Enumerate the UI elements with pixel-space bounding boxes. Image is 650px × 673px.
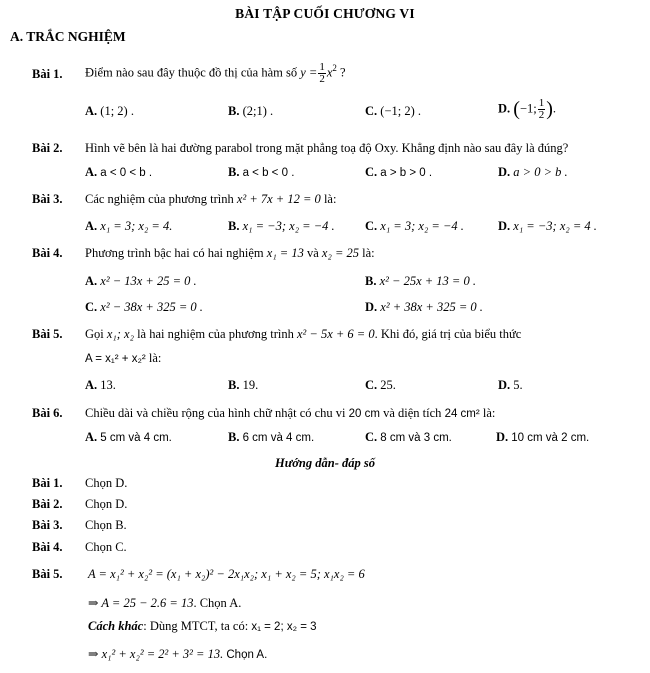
option-letter: C. — [365, 165, 378, 179]
fraction — [318, 62, 326, 85]
fraction-numerator: 1 — [319, 61, 325, 73]
function-lhs: y = — [300, 65, 318, 80]
question-5-text — [85, 327, 521, 342]
question-2-option-d[interactable] — [498, 165, 568, 180]
equation: ⇒ x₁² + x₂² = 2² + 3² = 13. — [88, 647, 224, 661]
option-letter: B. — [228, 430, 240, 444]
option-letter: D. — [496, 430, 509, 444]
answer-4-label: Bài 4. — [32, 540, 63, 554]
answer-1-label: Bài 1. — [32, 476, 63, 490]
question-3-option-d[interactable] — [498, 219, 597, 234]
option-letter: A. — [85, 274, 98, 288]
question-1-text — [85, 62, 346, 85]
question-4-option-b[interactable] — [365, 274, 476, 289]
option-letter: C. — [365, 219, 378, 233]
option-letter: B. — [365, 274, 377, 288]
question-text: là: — [362, 246, 375, 260]
question-text: Điểm nào sau đây thuộc đồ thị của hàm số — [85, 65, 298, 80]
question-4-label: Bài 4. — [32, 246, 63, 260]
answer-3-text: Chọn B. — [85, 518, 127, 532]
option-letter: B. — [228, 378, 240, 392]
option-text: a > b > 0 . — [380, 167, 433, 179]
answer-5-line2 — [88, 595, 241, 611]
question-6-text — [85, 406, 495, 421]
function-rhs: x — [326, 65, 333, 80]
section-heading: A. TRẮC NGHIỆM — [10, 29, 126, 44]
fraction-denominator: 2 — [319, 73, 325, 85]
question-text: Gọi — [85, 327, 104, 341]
question-5-option-b[interactable] — [228, 378, 258, 393]
option-text: x₁ = −3; x₂ = 4 . — [513, 219, 597, 233]
option-text: (2;1) . — [242, 104, 274, 118]
option-text: 8 cm và 3 cm. — [380, 432, 452, 444]
question-6-option-c[interactable] — [365, 430, 452, 445]
area-value: 24 cm² — [444, 408, 480, 420]
option-letter: A. — [85, 165, 98, 179]
option-text: . — [552, 101, 557, 116]
option-letter: B. — [228, 165, 240, 179]
question-2-label: Bài 2. — [32, 141, 63, 155]
option-text: x² + 38x + 325 = 0 . — [380, 300, 483, 314]
option-text: 13. — [100, 378, 116, 392]
question-text: . Khi đó, giá trị của biểu thức — [374, 327, 522, 341]
note-equation: x₁ = 2; x₂ = 3 — [251, 621, 317, 633]
answers-heading: Hướng dẫn- đáp số — [275, 456, 375, 470]
question-6-option-b[interactable] — [228, 430, 314, 445]
question-2-option-a[interactable] — [85, 165, 152, 180]
question-5-text-line2 — [85, 351, 161, 366]
question-1-label: Bài 1. — [32, 67, 63, 81]
fraction-numerator: 1 — [538, 97, 545, 109]
option-text: x₁ = 3; x₂ = 4. — [100, 219, 173, 233]
expression: A = x₁² + x₂² — [85, 353, 146, 365]
question-5-label: Bài 5. — [32, 327, 63, 341]
note-label: Cách khác — [88, 619, 144, 633]
question-5-option-a[interactable] — [85, 378, 116, 393]
question-5-option-d[interactable] — [498, 378, 523, 393]
option-text: a < 0 < b . — [100, 167, 153, 179]
option-letter: D. — [498, 165, 511, 179]
option-letter: C. — [365, 104, 378, 118]
question-mark: ? — [340, 65, 346, 80]
option-letter: D. — [365, 300, 378, 314]
question-3-label: Bài 3. — [32, 192, 63, 206]
question-4-option-d[interactable] — [365, 300, 483, 315]
option-text: (−1; 2) . — [380, 104, 422, 118]
option-text: 6 cm và 4 cm. — [242, 432, 315, 444]
question-4-text — [85, 246, 375, 261]
equation: x² + 7x + 12 = 0 — [236, 192, 321, 206]
answer-5-line4 — [88, 646, 267, 662]
option-text: x₁ = 3; x₂ = −4 . — [380, 219, 464, 233]
question-5-option-c[interactable] — [365, 378, 396, 393]
answer-5-note — [88, 619, 317, 634]
question-text: là: — [482, 406, 496, 420]
paren-open: ( — [513, 98, 520, 120]
page-title: BÀI TẬP CUỐI CHƯƠNG VI — [235, 6, 415, 21]
equation: ⇒ A = 25 − 2.6 = 13 — [88, 596, 194, 610]
option-text: a > 0 > b . — [513, 165, 568, 179]
question-2-option-b[interactable] — [228, 165, 294, 180]
variables: x₁; x₂ — [106, 327, 134, 341]
fraction — [538, 98, 546, 121]
option-letter: A. — [85, 104, 98, 118]
answer-3-label: Bài 3. — [32, 518, 63, 532]
option-letter: A. — [85, 378, 98, 392]
answer-2-text: Chọn D. — [85, 497, 128, 511]
option-text: x₁ = −3; x₂ = −4 . — [242, 219, 335, 233]
option-text: (1; 2) . — [100, 104, 134, 118]
option-letter: D. — [498, 101, 511, 116]
equation: x² − 5x + 6 = 0 — [296, 327, 375, 341]
answer-text: . Chọn A. — [193, 596, 242, 610]
option-text: 25. — [380, 378, 396, 392]
option-text: a < b < 0 . — [242, 167, 295, 179]
answer-5-line1: A = x₁² + x₂² = (x₁ + x₂)² − 2x₁x₂; x₁ + x₂ = 5; x₁x₂ = 6 — [88, 567, 365, 581]
option-text: 5. — [513, 378, 523, 392]
option-text: x² − 38x + 325 = 0 . — [100, 300, 203, 314]
option-letter: C. — [365, 378, 378, 392]
question-4-option-c[interactable] — [85, 300, 203, 315]
option-letter: B. — [228, 219, 240, 233]
answer-2-label: Bài 2. — [32, 497, 63, 511]
option-text: 19. — [242, 378, 259, 392]
question-2-text: Hình vẽ bên là hai đường parabol trong mặt phẳng toạ độ Oxy. Khẳng định nào sau đây là đúng? — [85, 141, 569, 155]
equation: x₁ = 13 — [266, 246, 304, 260]
question-1-option-a[interactable] — [85, 104, 134, 119]
paren-close: ) — [546, 98, 553, 120]
option-text: x² − 25x + 13 = 0 . — [379, 274, 476, 288]
equation: x₂ = 25 — [321, 246, 360, 260]
answer-5-label: Bài 5. — [32, 567, 63, 581]
answer-4-text: Chọn C. — [85, 540, 127, 554]
fraction-denominator: 2 — [538, 109, 545, 121]
question-6-option-a[interactable] — [85, 430, 172, 445]
option-text: −1; — [519, 101, 537, 116]
question-1-option-d[interactable] — [498, 98, 556, 121]
question-text: là: — [148, 351, 162, 365]
question-text: và — [306, 246, 319, 260]
question-text: Các nghiệm của phương trình — [85, 192, 234, 206]
question-2-option-c[interactable] — [365, 165, 432, 180]
answer-text: Chọn A. — [226, 649, 268, 661]
question-6-label: Bài 6. — [32, 406, 63, 420]
question-text: và diện tích — [383, 406, 442, 420]
question-3-text — [85, 192, 336, 207]
option-letter: D. — [498, 378, 511, 392]
question-4-option-a[interactable] — [85, 274, 197, 289]
question-6-option-d[interactable] — [496, 430, 589, 445]
question-text: Chiều dài và chiều rộng của hình chữ nhật có chu vi — [85, 406, 346, 420]
option-text: x² − 13x + 25 = 0 . — [100, 274, 197, 288]
perimeter-value: 20 cm — [348, 408, 380, 420]
question-3-option-b[interactable] — [228, 219, 335, 234]
question-text: Phương trình bậc hai có hai nghiệm — [85, 246, 264, 260]
option-letter: D. — [498, 219, 511, 233]
function-exponent: 2 — [332, 63, 337, 74]
option-letter: C. — [365, 430, 378, 444]
question-text: là hai nghiệm của phương trình — [137, 327, 294, 341]
question-3-option-a[interactable] — [85, 219, 172, 234]
option-text: 5 cm và 4 cm. — [100, 432, 172, 444]
option-letter: C. — [85, 300, 98, 314]
question-1-option-b[interactable] — [228, 104, 273, 119]
answer-1-text: Chọn D. — [85, 476, 128, 490]
option-letter: A. — [85, 430, 98, 444]
option-letter: B. — [228, 104, 240, 118]
question-text: là: — [323, 192, 337, 206]
question-3-option-c[interactable] — [365, 219, 464, 234]
question-1-option-c[interactable] — [365, 104, 421, 119]
option-letter: A. — [85, 219, 98, 233]
option-text: 10 cm và 2 cm. — [511, 432, 590, 444]
note-text: : Dùng MTCT, ta có: — [143, 619, 249, 633]
